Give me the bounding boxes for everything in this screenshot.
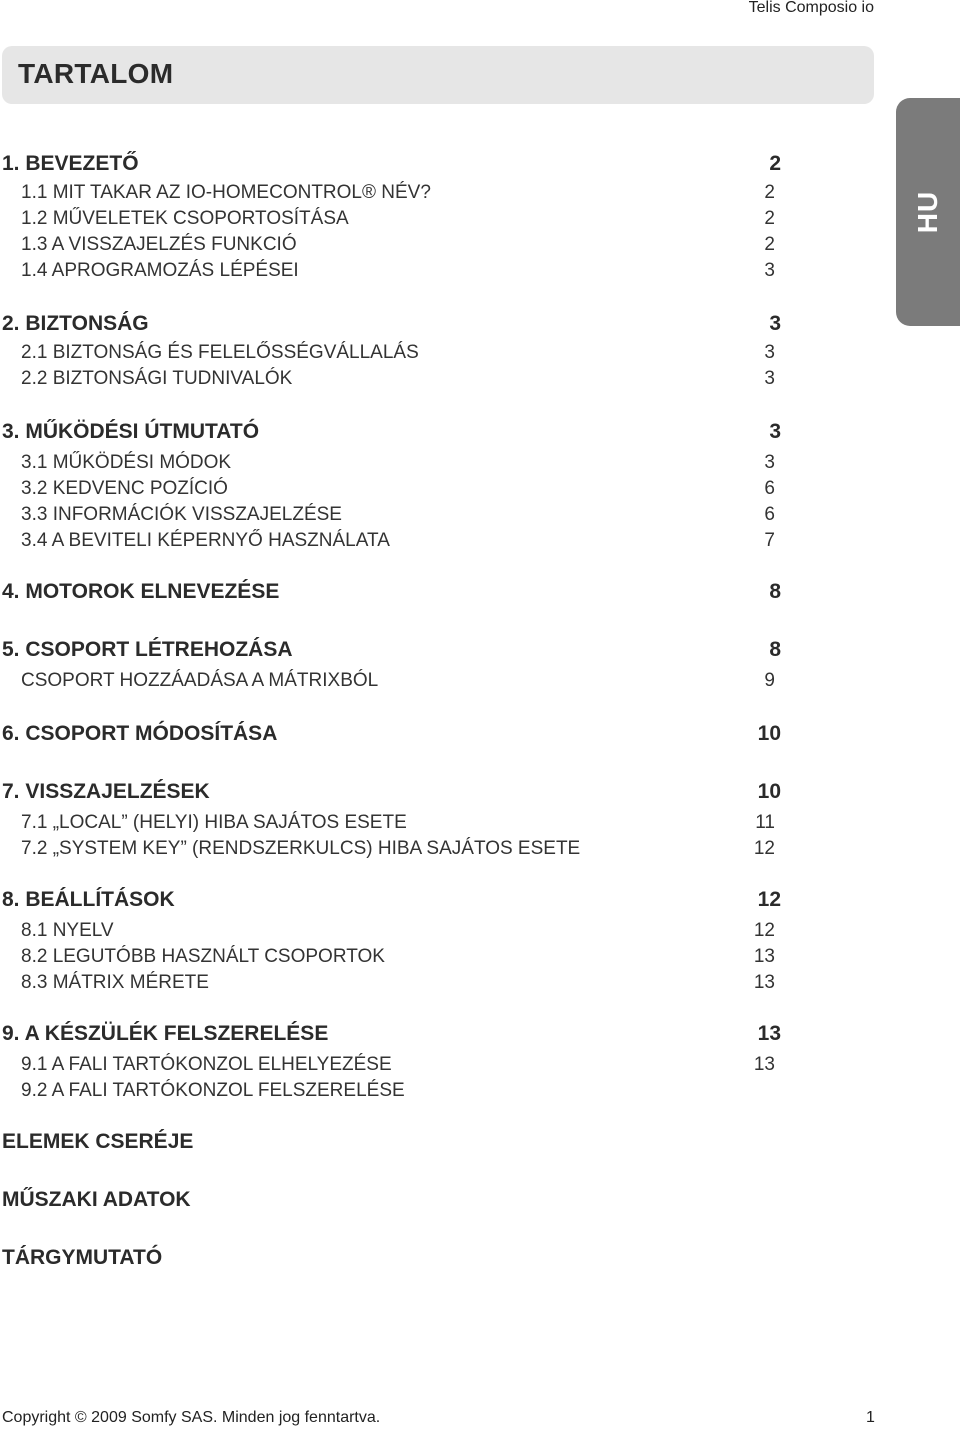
toc-entry-label: 1.2 MŰVELETEK CSOPORTOSÍTÁSA <box>21 208 349 229</box>
toc-entry-page: 8 <box>769 638 781 661</box>
copyright-notice: Copyright © 2009 Somfy SAS. Minden jog fenntartva. <box>2 1409 381 1426</box>
toc-entry-page: 2 <box>764 182 775 203</box>
toc-entry-label: 6. CSOPORT MÓDOSÍTÁSA <box>2 722 278 745</box>
toc-entry-label: CSOPORT HOZZÁADÁSA A MÁTRIXBÓL <box>21 670 379 691</box>
toc-entry-label: TÁRGYMUTATÓ <box>2 1246 163 1269</box>
language-tab-label-wrap <box>896 98 960 326</box>
toc-entry-label: 4. MOTOROK ELNEVEZÉSE <box>2 580 280 603</box>
document-brand: Telis Composio io <box>748 0 874 16</box>
toc-entry-page: 13 <box>753 972 775 993</box>
toc-entry-label: 3.2 KEDVENC POZÍCIÓ <box>21 478 228 499</box>
toc-entry-page: 13 <box>757 1022 781 1045</box>
toc-entry-page: 2 <box>764 234 775 255</box>
toc-entry-label: 7.1 „LOCAL” (HELYI) HIBA SAJÁTOS ESETE <box>21 812 407 833</box>
page-title: TARTALOM <box>18 58 174 89</box>
toc-entry-page: 12 <box>753 920 775 941</box>
toc-entry-label: 8.1 NYELV <box>21 920 114 941</box>
toc-entry-label: MŰSZAKI ADATOK <box>2 1188 191 1211</box>
toc-entry-page: 7 <box>764 530 775 551</box>
language-tab <box>896 98 960 326</box>
toc-entry-label: 2. BIZTONSÁG <box>2 312 149 335</box>
toc-entry-label: 1.3 A VISSZAJELZÉS FUNKCIÓ <box>21 234 297 255</box>
toc-entry-label: 7.2 „SYSTEM KEY” (RENDSZERKULCS) HIBA SAJÁTOS ESETE <box>21 838 581 859</box>
toc-entry-page: 3 <box>764 342 775 363</box>
toc-entry-page: 10 <box>757 780 781 803</box>
toc-entry-page: 3 <box>769 312 781 335</box>
toc-entry-page: 2 <box>769 152 781 175</box>
page-number: 1 <box>866 1409 875 1426</box>
toc-entry-label: 5. CSOPORT LÉTREHOZÁSA <box>2 638 293 661</box>
toc-entry-label: 9. A KÉSZÜLÉK FELSZERELÉSE <box>2 1022 329 1045</box>
toc-entry-label: 2.1 BIZTONSÁG ÉS FELELŐSSÉGVÁLLALÁS <box>21 342 419 363</box>
toc-entry-page: 11 <box>755 812 775 833</box>
toc-entry-page: 12 <box>757 888 781 911</box>
toc-entry-label: 9.1 A FALI TARTÓKONZOL ELHELYEZÉSE <box>21 1054 392 1075</box>
toc-entry-label: 9.2 A FALI TARTÓKONZOL FELSZERELÉSE <box>21 1080 405 1101</box>
toc-entry-page: 8 <box>769 580 781 603</box>
toc-entry-page: 10 <box>757 722 781 745</box>
toc-entry-label: 1.4 APROGRAMOZÁS LÉPÉSEI <box>21 260 299 281</box>
toc-entry-page: 13 <box>753 946 775 967</box>
toc-entry-label: 8.2 LEGUTÓBB HASZNÁLT CSOPORTOK <box>21 946 385 967</box>
toc-entry-label: 3. MŰKÖDÉSI ÚTMUTATÓ <box>2 420 260 443</box>
toc-entry-page: 9 <box>764 670 775 691</box>
toc-entry-page: 2 <box>764 208 775 229</box>
language-tab-label: HU <box>911 190 943 234</box>
toc-entry-label: 3.4 A BEVITELI KÉPERNYŐ HASZNÁLATA <box>21 530 390 551</box>
toc-entry-page: 6 <box>764 478 775 499</box>
toc-entry-page: 3 <box>764 260 775 281</box>
toc-entry-page: 6 <box>764 504 775 525</box>
toc-entry-label: 1.1 MIT TAKAR AZ IO-HOMECONTROL® NÉV? <box>21 182 431 203</box>
toc-entry-label: 3.1 MŰKÖDÉSI MÓDOK <box>21 452 232 473</box>
toc-entry-label: 3.3 INFORMÁCIÓK VISSZAJELZÉSE <box>21 504 342 525</box>
toc-entry-page: 3 <box>764 368 775 389</box>
toc-entry-label: ELEMEK CSERÉJE <box>2 1130 194 1153</box>
toc-entry-label: 2.2 BIZTONSÁGI TUDNIVALÓK <box>21 368 293 389</box>
toc-entry-label: 8. BEÁLLÍTÁSOK <box>2 888 175 911</box>
toc-entry-page: 12 <box>753 838 775 859</box>
toc-entry-page: 13 <box>753 1054 775 1075</box>
toc-entry-page: 3 <box>764 452 775 473</box>
toc-entry-label: 8.3 MÁTRIX MÉRETE <box>21 972 209 993</box>
toc-entry-page: 3 <box>769 420 781 443</box>
toc-entry-label: 7. VISSZAJELZÉSEK <box>2 780 210 803</box>
toc-entry-label: 1. BEVEZETŐ <box>2 152 139 175</box>
